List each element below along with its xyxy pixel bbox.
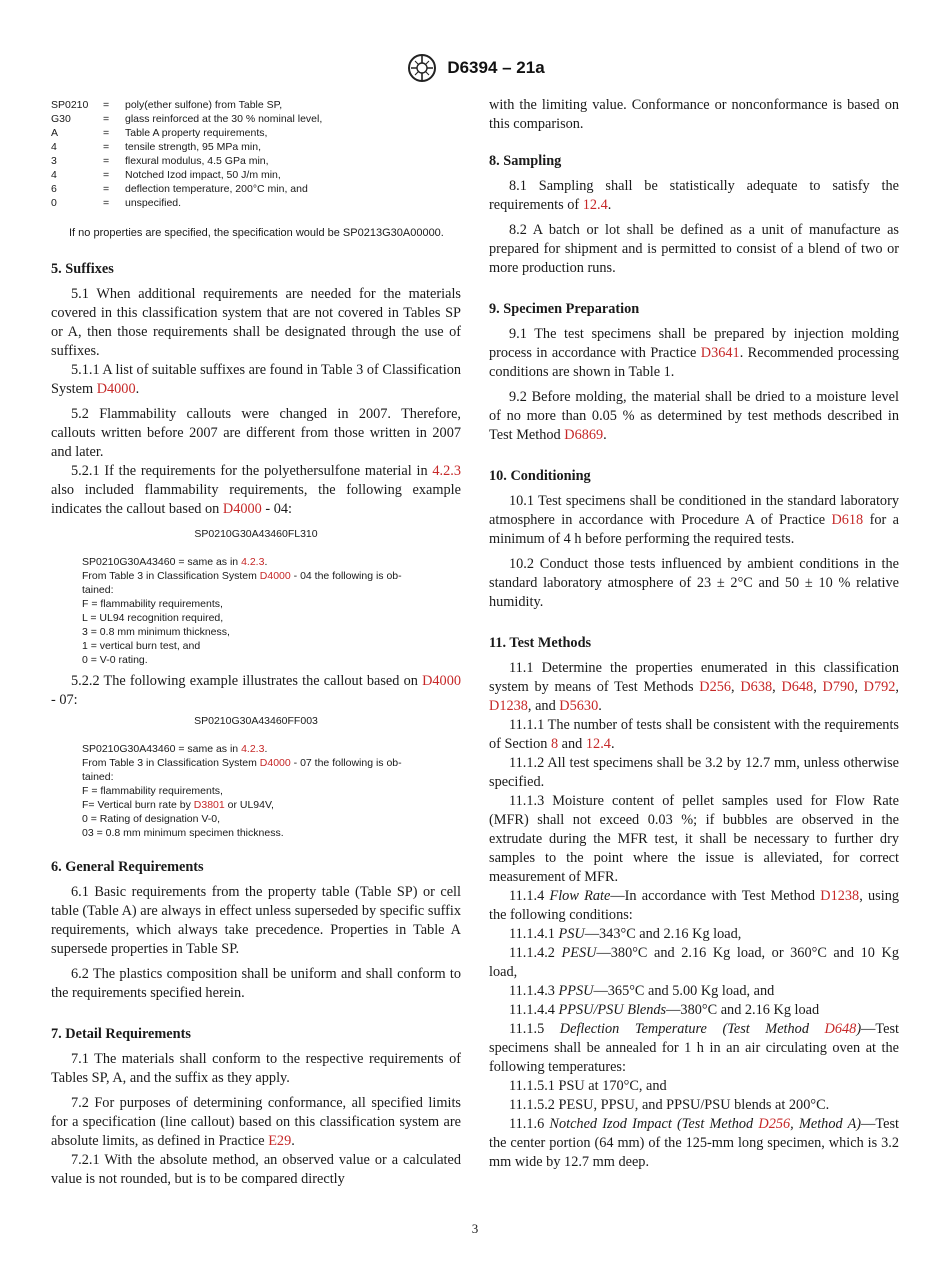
ref-link-4-2-3[interactable]: 4.2.3 xyxy=(241,743,265,755)
callout-example-2: SP0210G30A43460FF003 xyxy=(194,715,318,727)
ref-link-d256[interactable]: D256 xyxy=(699,679,732,695)
para-7-2-1: 7.2.1 With the absolute method, an observed value or a calculated value is not rounded, but is to be compared directly xyxy=(51,1152,461,1187)
ref-link-d4000[interactable]: D4000 xyxy=(259,570,291,582)
para-7-2: 7.2 For purposes of determining conformance, all specified limits for a specification (line callout) based on this classification system are absolute limits, as defined in Practice E29. xyxy=(51,1095,461,1149)
standard-designation: D6394 – 21a xyxy=(447,58,545,77)
legend-row: 0 = unspecified. xyxy=(51,197,182,209)
para-8-1: 8.1 Sampling shall be statistically adequate to satisfy the requirements of 12.4. xyxy=(489,178,899,213)
para-5-2-2: 5.2.2 The following example illustrates the callout based on D4000 - 07: xyxy=(51,673,461,708)
para-5-2: 5.2 Flammability callouts were changed in 2007. Therefore, callouts written before 2007 are different from those written in 2007 and later. xyxy=(51,406,461,460)
legend-row: 4 = tensile strength, 95 MPa min, xyxy=(51,141,261,153)
para-11-1-5-2: 11.1.5.2 PESU, PPSU, and PPSU/PSU blends at 200°C. xyxy=(509,1097,830,1113)
callout-1-explanation: SP0210G30A43460 = same as in 4.2.3. From Table 3 in Classification System D4000 - 04 the following is ob- tained: F = flammability requirements, L = UL94 recognition required, 3 = 0.8 mm minimum thickness, 1 = vertical burn test, and 0 = V-0 rating. xyxy=(82,556,402,666)
para-9-2: 9.2 Before molding, the material shall be dried to a moisture level of no more than 0.05 % as determined by test methods described in Test Method D6869. xyxy=(489,389,899,443)
section-11-heading: 11. Test Methods xyxy=(489,635,592,651)
section-10-heading: 10. Conditioning xyxy=(489,468,591,484)
legend-row: 4 = Notched Izod impact, 50 J/m min, xyxy=(51,169,281,181)
ref-link-section-8[interactable]: 8 xyxy=(550,736,559,752)
callout-legend xyxy=(51,98,461,210)
ref-link-d4000[interactable]: D4000 xyxy=(422,673,461,689)
ref-link-d790[interactable]: D790 xyxy=(822,679,855,695)
para-11-1-4-1: 11.1.4.1 PSU—343°C and 2.16 Kg load, xyxy=(509,926,742,942)
ref-link-12-4[interactable]: 12.4 xyxy=(585,736,611,752)
ref-link-d3641[interactable]: D3641 xyxy=(700,345,740,361)
legend-row: G30 = glass reinforced at the 30 % nominal level, xyxy=(51,113,323,125)
section-6-heading: 6. General Requirements xyxy=(51,859,204,875)
para-10-2: 10.2 Conduct those tests influenced by ambient conditions in the standard laboratory atmosphere of 23 ± 2°C and 50 ± 10 % relative humidity. xyxy=(489,556,899,610)
para-11-1: 11.1 Determine the properties enumerated in this classification system by means of Test Methods D256, D638, D648, D790, D792, D1238, and D5630. xyxy=(489,660,899,714)
ref-link-d648[interactable]: D648 xyxy=(781,679,814,695)
para-11-1-6: 11.1.6 Notched Izod Impact (Test Method D256, Method A)—Test the center portion (64 mm) of the 125-mm long specimen, which is 3.2 mm wide by 12.7 mm deep. xyxy=(489,1116,899,1170)
ref-link-d638[interactable]: D638 xyxy=(740,679,773,695)
ref-link-d648[interactable]: D648 xyxy=(824,1021,857,1037)
ref-link-4-2-3[interactable]: 4.2.3 xyxy=(432,463,461,479)
callout-2-explanation: SP0210G30A43460 = same as in 4.2.3. From Table 3 in Classification System D4000 - 07 the following is ob- tained: F = flammability requirements, F= Vertical burn rate by D3801 or UL94V, 0 = Rating of designation V-0, 03 = 0.8 mm minimum specimen thickness. xyxy=(82,743,402,839)
para-5-1-1: 5.1.1 A list of suitable suffixes are found in Table 3 of Classification System D4000. xyxy=(51,362,461,397)
ref-link-d618[interactable]: D618 xyxy=(831,512,864,528)
para-11-1-5-1: 11.1.5.1 PSU at 170°C, and xyxy=(509,1078,667,1094)
para-11-1-2: 11.1.2 All test specimens shall be 3.2 by 12.7 mm, unless otherwise specified. xyxy=(489,755,899,790)
ref-link-d792[interactable]: D792 xyxy=(863,679,896,695)
ref-link-e29[interactable]: E29 xyxy=(268,1133,292,1149)
right-column xyxy=(489,96,899,1172)
legend-row: A = Table A property requirements, xyxy=(51,127,268,139)
para-6-2: 6.2 The plastics composition shall be uniform and shall conform to the requirements specified herein. xyxy=(51,966,461,1001)
left-column xyxy=(51,96,461,1189)
para-11-1-4: 11.1.4 Flow Rate—In accordance with Test Method D1238, using the following conditions: xyxy=(489,888,900,923)
para-7-1: 7.1 The materials shall conform to the respective requirements of Tables SP, A, and the suffix as they apply. xyxy=(51,1051,461,1086)
legend-row: SP0210 = poly(ether sulfone) from Table SP, xyxy=(51,99,283,111)
astm-logo-icon xyxy=(405,52,439,84)
ref-link-d4000[interactable]: D4000 xyxy=(259,757,291,769)
para-6-1: 6.1 Basic requirements from the property table (Table SP) or cell table (Table A) are always in effect unless superseded by specific suffix requirements, which always take precedence. Properties in Table A supersede properties in Table SP. xyxy=(51,884,461,957)
para-10-1: 10.1 Test specimens shall be conditioned in the standard laboratory atmosphere in accordance with Procedure A of Practice D618 for a minimum of 4 h before performing the required tests. xyxy=(489,493,899,547)
ref-link-d5630[interactable]: D5630 xyxy=(559,698,599,714)
para-11-1-5: 11.1.5 Deflection Temperature (Test Method D648)—Test specimens shall be annealed for 1 h in an air circulating oven at the following temperatures: xyxy=(489,1021,899,1075)
legend-row: 3 = flexural modulus, 4.5 GPa min, xyxy=(51,155,269,167)
para-5-1: 5.1 When additional requirements are needed for the materials covered in this classification system that are not covered in Tables SP or A, then those requirements shall be designated through the use of suffixes. xyxy=(51,286,461,359)
ref-link-4-2-3[interactable]: 4.2.3 xyxy=(241,556,265,568)
ref-link-d256[interactable]: D256 xyxy=(758,1116,791,1132)
para-11-1-4-2: 11.1.4.2 PESU—380°C and 2.16 Kg load, or 360°C and 10 Kg load, xyxy=(489,945,899,980)
para-9-1: 9.1 The test specimens shall be prepared by injection molding process in accordance with Practice D3641. Recommended processing conditions are shown in Table 1. xyxy=(489,326,899,380)
para-11-1-4-4: 11.1.4.4 PPSU/PSU Blends—380°C and 2.16 Kg load xyxy=(509,1002,820,1018)
ref-link-d6869[interactable]: D6869 xyxy=(564,427,604,443)
section-7-heading: 7. Detail Requirements xyxy=(51,1026,191,1042)
para-8-2: 8.2 A batch or lot shall be defined as a unit of manufacture as prepared for shipment and is permitted to consist of a blend of two or more production runs. xyxy=(489,222,899,276)
ref-link-12-4[interactable]: 12.4 xyxy=(582,197,608,213)
para-11-1-4-3: 11.1.4.3 PPSU—365°C and 5.00 Kg load, and xyxy=(509,983,775,999)
section-5-heading: 5. Suffixes xyxy=(51,261,114,277)
ref-link-d4000[interactable]: D4000 xyxy=(96,381,136,397)
para-5-2-1: 5.2.1 If the requirements for the polyethersulfone material in 4.2.3 also included flammability requirements, the following example indicates the callout based on D4000 - 04: xyxy=(51,463,461,517)
callout-example-1: SP0210G30A43460FL310 xyxy=(194,528,318,540)
section-9-heading: 9. Specimen Preparation xyxy=(489,301,640,317)
ref-link-d4000[interactable]: D4000 xyxy=(222,501,262,517)
ref-link-d1238[interactable]: D1238 xyxy=(820,888,860,904)
legend-row: 6 = deflection temperature, 200°C min, and xyxy=(51,183,308,195)
ref-link-d1238[interactable]: D1238 xyxy=(489,698,528,714)
para-11-1-1: 11.1.1 The number of tests shall be consistent with the requirements of Section 8 and 12.4. xyxy=(489,717,899,752)
no-properties-note: If no properties are specified, the specification would be SP0213G30A00000. xyxy=(69,227,444,239)
ref-link-d3801[interactable]: D3801 xyxy=(193,799,225,811)
section-8-heading: 8. Sampling xyxy=(489,153,562,169)
page-number: 3 xyxy=(471,1221,479,1236)
para-11-1-3: 11.1.3 Moisture content of pellet samples used for Flow Rate (MFR) shall not exceed 0.03 %; if bubbles are observed in the extrudate during the MFR test, it shall be necessary to further dry samples to the point where the issue is alleviated, for correct measurement of MFR. xyxy=(489,793,899,885)
page-header xyxy=(0,52,950,84)
para-7-2-1-continued: with the limiting value. Conformance or nonconformance is based on this comparison. xyxy=(489,97,899,132)
